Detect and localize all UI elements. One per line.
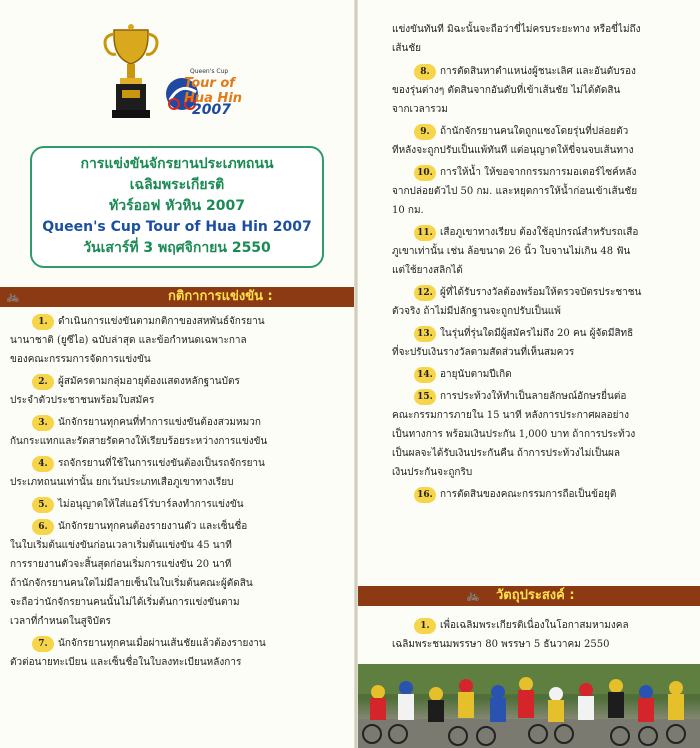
rule-item bbox=[10, 312, 344, 369]
rule-text: เวลาที่กำหนดในสูจิบัตร bbox=[10, 616, 111, 627]
rule-text: ตัวจริง ถ้าไม่มีปลักฐานจะถูกปรับเป็นแพ้ bbox=[392, 306, 561, 317]
rule-text: ที่จะปรับเงินรางวัลตามสัดส่วนที่เห็นสมควร bbox=[392, 347, 575, 358]
rule-text: การให้น้ำ ให้ขอจากกรรมการมอเตอร์ไซค์หลัง bbox=[440, 167, 637, 178]
rule-text: นักจักรยานทุกคนต้องรายงานตัว และเซ็นชื่อ bbox=[58, 521, 248, 532]
rule-text: ภูเขาเท่านั้น เช่น ล้อขนาด 26 นิ้ว ใบจานไม่เกิน 48 ฟัน bbox=[392, 246, 631, 257]
rule-text: การประท้วงให้ทำเป็นลายลักษณ์อักษรยื่นต่อ bbox=[440, 391, 627, 402]
rule-number-badge: 13. bbox=[414, 326, 436, 342]
rule-item bbox=[10, 517, 344, 631]
rule-item bbox=[392, 283, 692, 321]
rule-text: จากปล่อยตัวไป 50 กม. และหยุดการให้น้ำก่อนเข้าเส้นชัย bbox=[392, 186, 638, 197]
rule-text: ผู้สมัครตามกลุ่มอายุต้องแสดงหลักฐานบัตร bbox=[58, 376, 240, 387]
objective-header: วัตถุประสงค์ : bbox=[496, 588, 575, 603]
tour-small-text: Queen's Cup bbox=[190, 68, 229, 75]
rule-item bbox=[392, 223, 692, 280]
rule-number-badge: 3. bbox=[32, 415, 54, 431]
rule-text: เป็นทางการ พร้อมเงินประกัน 1,000 บาท ถ้าการประท้วง bbox=[392, 429, 636, 440]
rule-number-badge: 16. bbox=[414, 487, 436, 503]
rule-text: เส้นชัย bbox=[392, 43, 422, 54]
rule-item bbox=[392, 365, 692, 384]
tour-big-text: Tour of Hua Hin bbox=[184, 76, 243, 106]
rule-number-badge: 12. bbox=[414, 285, 436, 301]
rule-text: เพื่อเฉลิมพระเกียรติเนื่องในโอกาสมหามงคล bbox=[440, 620, 629, 631]
rule-number-badge: 15. bbox=[414, 389, 436, 405]
right-column bbox=[358, 0, 700, 748]
rule-text: นักจักรยานทุกคนที่ทำการแข่งขันต้องสวมหมวก bbox=[58, 417, 261, 428]
rule-text: จะถือว่านักจักรยานคนนั้นไม่ได้เริ่มต้นการแข่งขันตาม bbox=[10, 597, 240, 608]
rule-item bbox=[392, 324, 692, 362]
rule-item bbox=[392, 387, 692, 482]
rule-number-badge: 4. bbox=[32, 456, 54, 472]
bicycle-icon: 🚲 bbox=[466, 589, 480, 602]
rule-number-badge: 14. bbox=[414, 367, 436, 383]
rule-text: การตัดสินหาตำแหน่งผู้ชนะเลิศ และอันดับรอง bbox=[440, 66, 636, 77]
rule-text: แต่ใช้ยางสลิกได้ bbox=[392, 265, 463, 276]
rule-number-badge: 10. bbox=[414, 165, 436, 181]
title-line-4: Queen's Cup Tour of Hua Hin 2007 bbox=[42, 219, 312, 235]
rule-text: เสือภูเขาทางเรียบ ต้องใช้อุปกรณ์สำหรับรถเสือ bbox=[440, 227, 639, 238]
rule-item bbox=[392, 616, 692, 654]
tour-logo bbox=[162, 68, 258, 128]
rule-item bbox=[392, 485, 692, 504]
cyclists-race-image bbox=[358, 664, 700, 748]
rule-item bbox=[10, 454, 344, 492]
rule-number-badge: 5. bbox=[32, 497, 54, 513]
rule-text: การตัดสินของคณะกรรมการถือเป็นข้อยุติ bbox=[440, 489, 617, 500]
event-title-box bbox=[30, 146, 324, 268]
rule-text: จากเวลารวม bbox=[392, 104, 448, 115]
rule-number-badge: 2. bbox=[32, 374, 54, 390]
rule-item bbox=[392, 122, 692, 160]
rule-number-badge: 7. bbox=[32, 636, 54, 652]
rule-number-badge: 8. bbox=[414, 64, 436, 80]
rules-header: กติกาการแข่งขัน : bbox=[168, 289, 273, 304]
bicycle-icon: 🚲 bbox=[6, 290, 20, 303]
cyclists-photo bbox=[358, 664, 700, 748]
rule-text: เฉลิมพระชนมพรรษา 80 พรรษา 5 ธันวาคม 2550 bbox=[392, 639, 610, 650]
rule-text: คณะกรรมการภายใน 15 นาที หลังการประกาศผลอย่าง bbox=[392, 410, 629, 421]
title-line-1: การแข่งขันจักรยานประเภทถนน bbox=[80, 156, 274, 172]
objective-header-bar bbox=[358, 586, 700, 606]
rule-text: ประจำตัวประชาชนพร้อมใบสมัคร bbox=[10, 395, 155, 406]
rule-text: การรายงานตัวจะสิ้นสุดก่อนเริ่มการแข่งขัน 20 นาที bbox=[10, 559, 232, 570]
rule-text: เป็นผลจะได้รับเงินประกันคืน ถ้าการประท้วงไม่เป็นผล bbox=[392, 448, 620, 459]
rule-text: ถ้านักจักรยานคนใดถูกแซงโดยรุ่นที่ปล่อยตัว bbox=[440, 126, 629, 137]
rule-item bbox=[10, 372, 344, 410]
rule-text: ผู้ที่ได้รับรางวัลต้องพร้อมให้ตรวจบัตรประชาชน bbox=[440, 287, 642, 298]
rule-item bbox=[10, 634, 344, 672]
rule-text: ในรุ่นที่รุ่นใดมีผู้สมัครไม่ถึง 20 คน ผู้จัดมีสิทธิ bbox=[440, 328, 634, 339]
rule-text: ของรุ่นต่างๆ ตัดสินจากอันดับที่เข้าเส้นชัย ไม่ได้ตัดสิน bbox=[392, 85, 621, 96]
title-line-3: ทัวร์ออฟ หัวหิน 2007 bbox=[109, 198, 245, 214]
rule-text: ตัวต่อนายทะเบียน และเซ็นชื่อในใบลงทะเบียนหลังการ bbox=[10, 657, 242, 668]
tour-year-text: 2007 bbox=[192, 102, 231, 118]
rule-item bbox=[392, 62, 692, 119]
rules-header-bar bbox=[0, 287, 354, 307]
rule-text: เงินประกันจะถูกริบ bbox=[392, 467, 473, 478]
rule-text: ของคณะกรรมการจัดการแข่งขัน bbox=[10, 354, 151, 365]
logo-area bbox=[100, 24, 260, 124]
rule-text: ทีหลังจะถูกปรับเป็นแพ้ทันที แต่อนุญาตให้ขี่จนจบเส้นทาง bbox=[392, 145, 634, 156]
rule-item bbox=[392, 163, 692, 220]
rule-item bbox=[10, 495, 344, 514]
rule-number-badge: 1. bbox=[414, 618, 436, 634]
rule-text: ไม่อนุญาตให้ใส่แอร์โร่บาร์ลงทำการแข่งขัน bbox=[58, 499, 244, 510]
rule-text: ในใบเริ่มต้นแข่งขันก่อนเวลาเริ่มต้นแข่งขัน 45 นาที bbox=[10, 540, 232, 551]
rule-text: ถ้านักจักรยานคนใดไม่มีลายเซ็นในใบเริ่มต้นคณะผู้ตัดสิน bbox=[10, 578, 253, 589]
rule-number-badge: 11. bbox=[414, 225, 436, 241]
rule-text: กันกระแทกและรัดสายรัดคางให้เรียบร้อยระหว่างการแข่งขัน bbox=[10, 436, 268, 447]
rule-text: รถจักรยานที่ใช้ในการแข่งขันต้องเป็นรถจักรยาน bbox=[58, 458, 265, 469]
rule-text: นักจักรยานทุกคนเมื่อผ่านเส้นชัยแล้วต้องรายงาน bbox=[58, 638, 266, 649]
trophy-icon bbox=[100, 24, 162, 122]
rule-number-badge: 6. bbox=[32, 519, 54, 535]
rule-text: อายุนับตามปีเกิด bbox=[440, 369, 512, 380]
rule-text: ประเภทถนนเท่านั้น ยกเว้นประเภทเสือภูเขาทางเรียบ bbox=[10, 477, 234, 488]
title-line-2: เฉลิมพระเกียรติ bbox=[129, 177, 225, 193]
rule-number-badge: 9. bbox=[414, 124, 436, 140]
rule-text: นานาชาติ (ยูซีไอ) ฉบับล่าสุด และข้อกำหนดเฉพาะกาล bbox=[10, 335, 247, 346]
rule-number-badge: 1. bbox=[32, 314, 54, 330]
rule-item bbox=[10, 413, 344, 451]
rule-text: แข่งขันทันที มิฉะนั้นจะถือว่าขี่ไม่ครบระยะทาง หรือขี่ไม่ถึง bbox=[392, 24, 641, 35]
rule-text: ดำเนินการแข่งขันตามกติกาของสหพันธ์จักรยาน bbox=[58, 316, 265, 327]
title-line-5: วันเสาร์ที่ 3 พฤศจิกายน 2550 bbox=[83, 240, 271, 256]
rule-text: 10 กม. bbox=[392, 205, 424, 216]
